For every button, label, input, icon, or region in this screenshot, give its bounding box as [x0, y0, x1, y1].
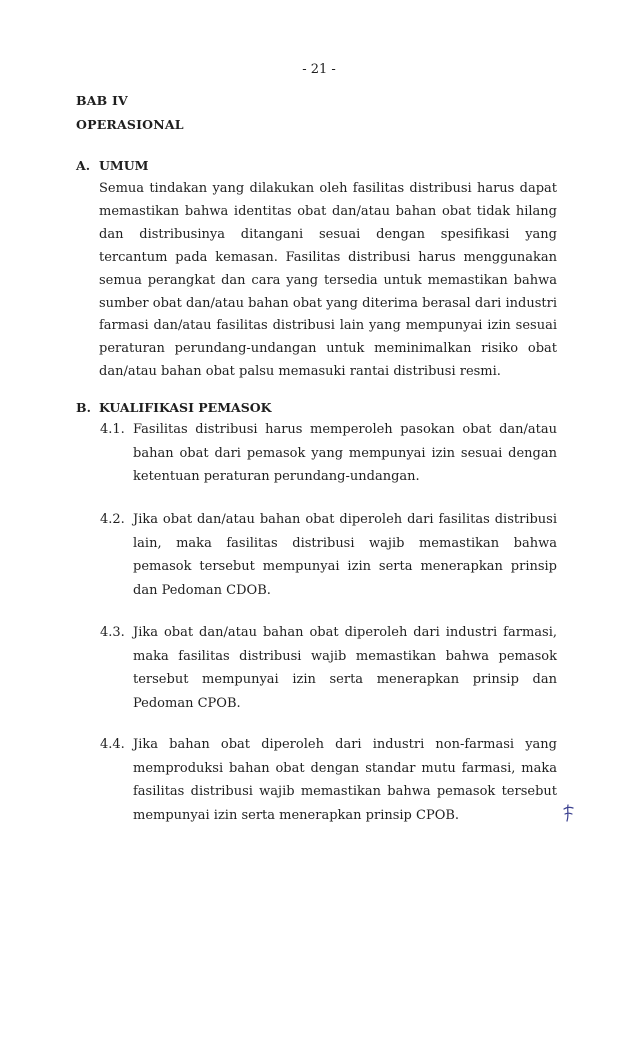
- item-number: 4.1.: [100, 422, 125, 437]
- chapter-heading: BAB IV: [76, 93, 128, 108]
- list-item-text: Fasilitas distribusi harus memperoleh pasokan obat dan/atau bahan obat dari pemasok yang mempunyai izin sesuai dengan ketentuan peraturan perundang-undangan.: [133, 422, 557, 484]
- item-number: 4.3.: [100, 625, 125, 640]
- section-a-letter: A.: [76, 158, 91, 173]
- item-number: 4.4.: [100, 737, 125, 752]
- page-number: - 21 -: [302, 62, 336, 77]
- item-number: 4.2.: [100, 512, 125, 527]
- chapter-title: OPERASIONAL: [76, 117, 184, 132]
- list-item-text: Jika obat dan/atau bahan obat diperoleh dari fasilitas distribusi lain, maka fasilitas distribusi wajib memastikan bahwa pemasok tersebut mempunyai izin serta menerapkan prinsip dan Pedoman CDOB.: [133, 512, 557, 598]
- section-a-paragraph: Semua tindakan yang dilakukan oleh fasilitas distribusi harus dapat memastikan bahwa identitas obat dan/atau bahan obat tidak hilang dan distribusinya ditangani sesuai dengan spesifikasi yang tercantum pada kemasan. Fasilitas distribusi harus menggunakan semua perangkat dan cara yang tersedia untuk memastikan bahwa sumber obat dan/atau bahan obat yang diterima berasal dari industri farmasi dan/atau fasilitas distribusi lain yang mempunyai izin sesuai peraturan perundang-undangan untuk meminimalkan risiko obat dan/atau bahan obat palsu memasuki rantai distribusi resmi.: [99, 181, 557, 380]
- list-item-text: Jika bahan obat diperoleh dari industri non-farmasi yang memproduksi bahan obat dengan standar mutu farmasi, maka fasilitas distribusi wajib memastikan bahwa pemasok tersebut mempunyai izin serta menerapkan prinsip CPOB.: [133, 737, 557, 823]
- section-b-letter: B.: [76, 400, 91, 415]
- section-b-title: KUALIFIKASI PEMASOK: [99, 400, 272, 415]
- section-a-title: UMUM: [99, 158, 149, 173]
- initial-mark-icon: [561, 803, 575, 823]
- list-item-text: Jika obat dan/atau bahan obat diperoleh dari industri farmasi, maka fasilitas distribusi wajib memastikan bahwa pemasok tersebut mempunyai izin serta menerapkan prinsip dan Pedoman CPOB.: [133, 625, 557, 711]
